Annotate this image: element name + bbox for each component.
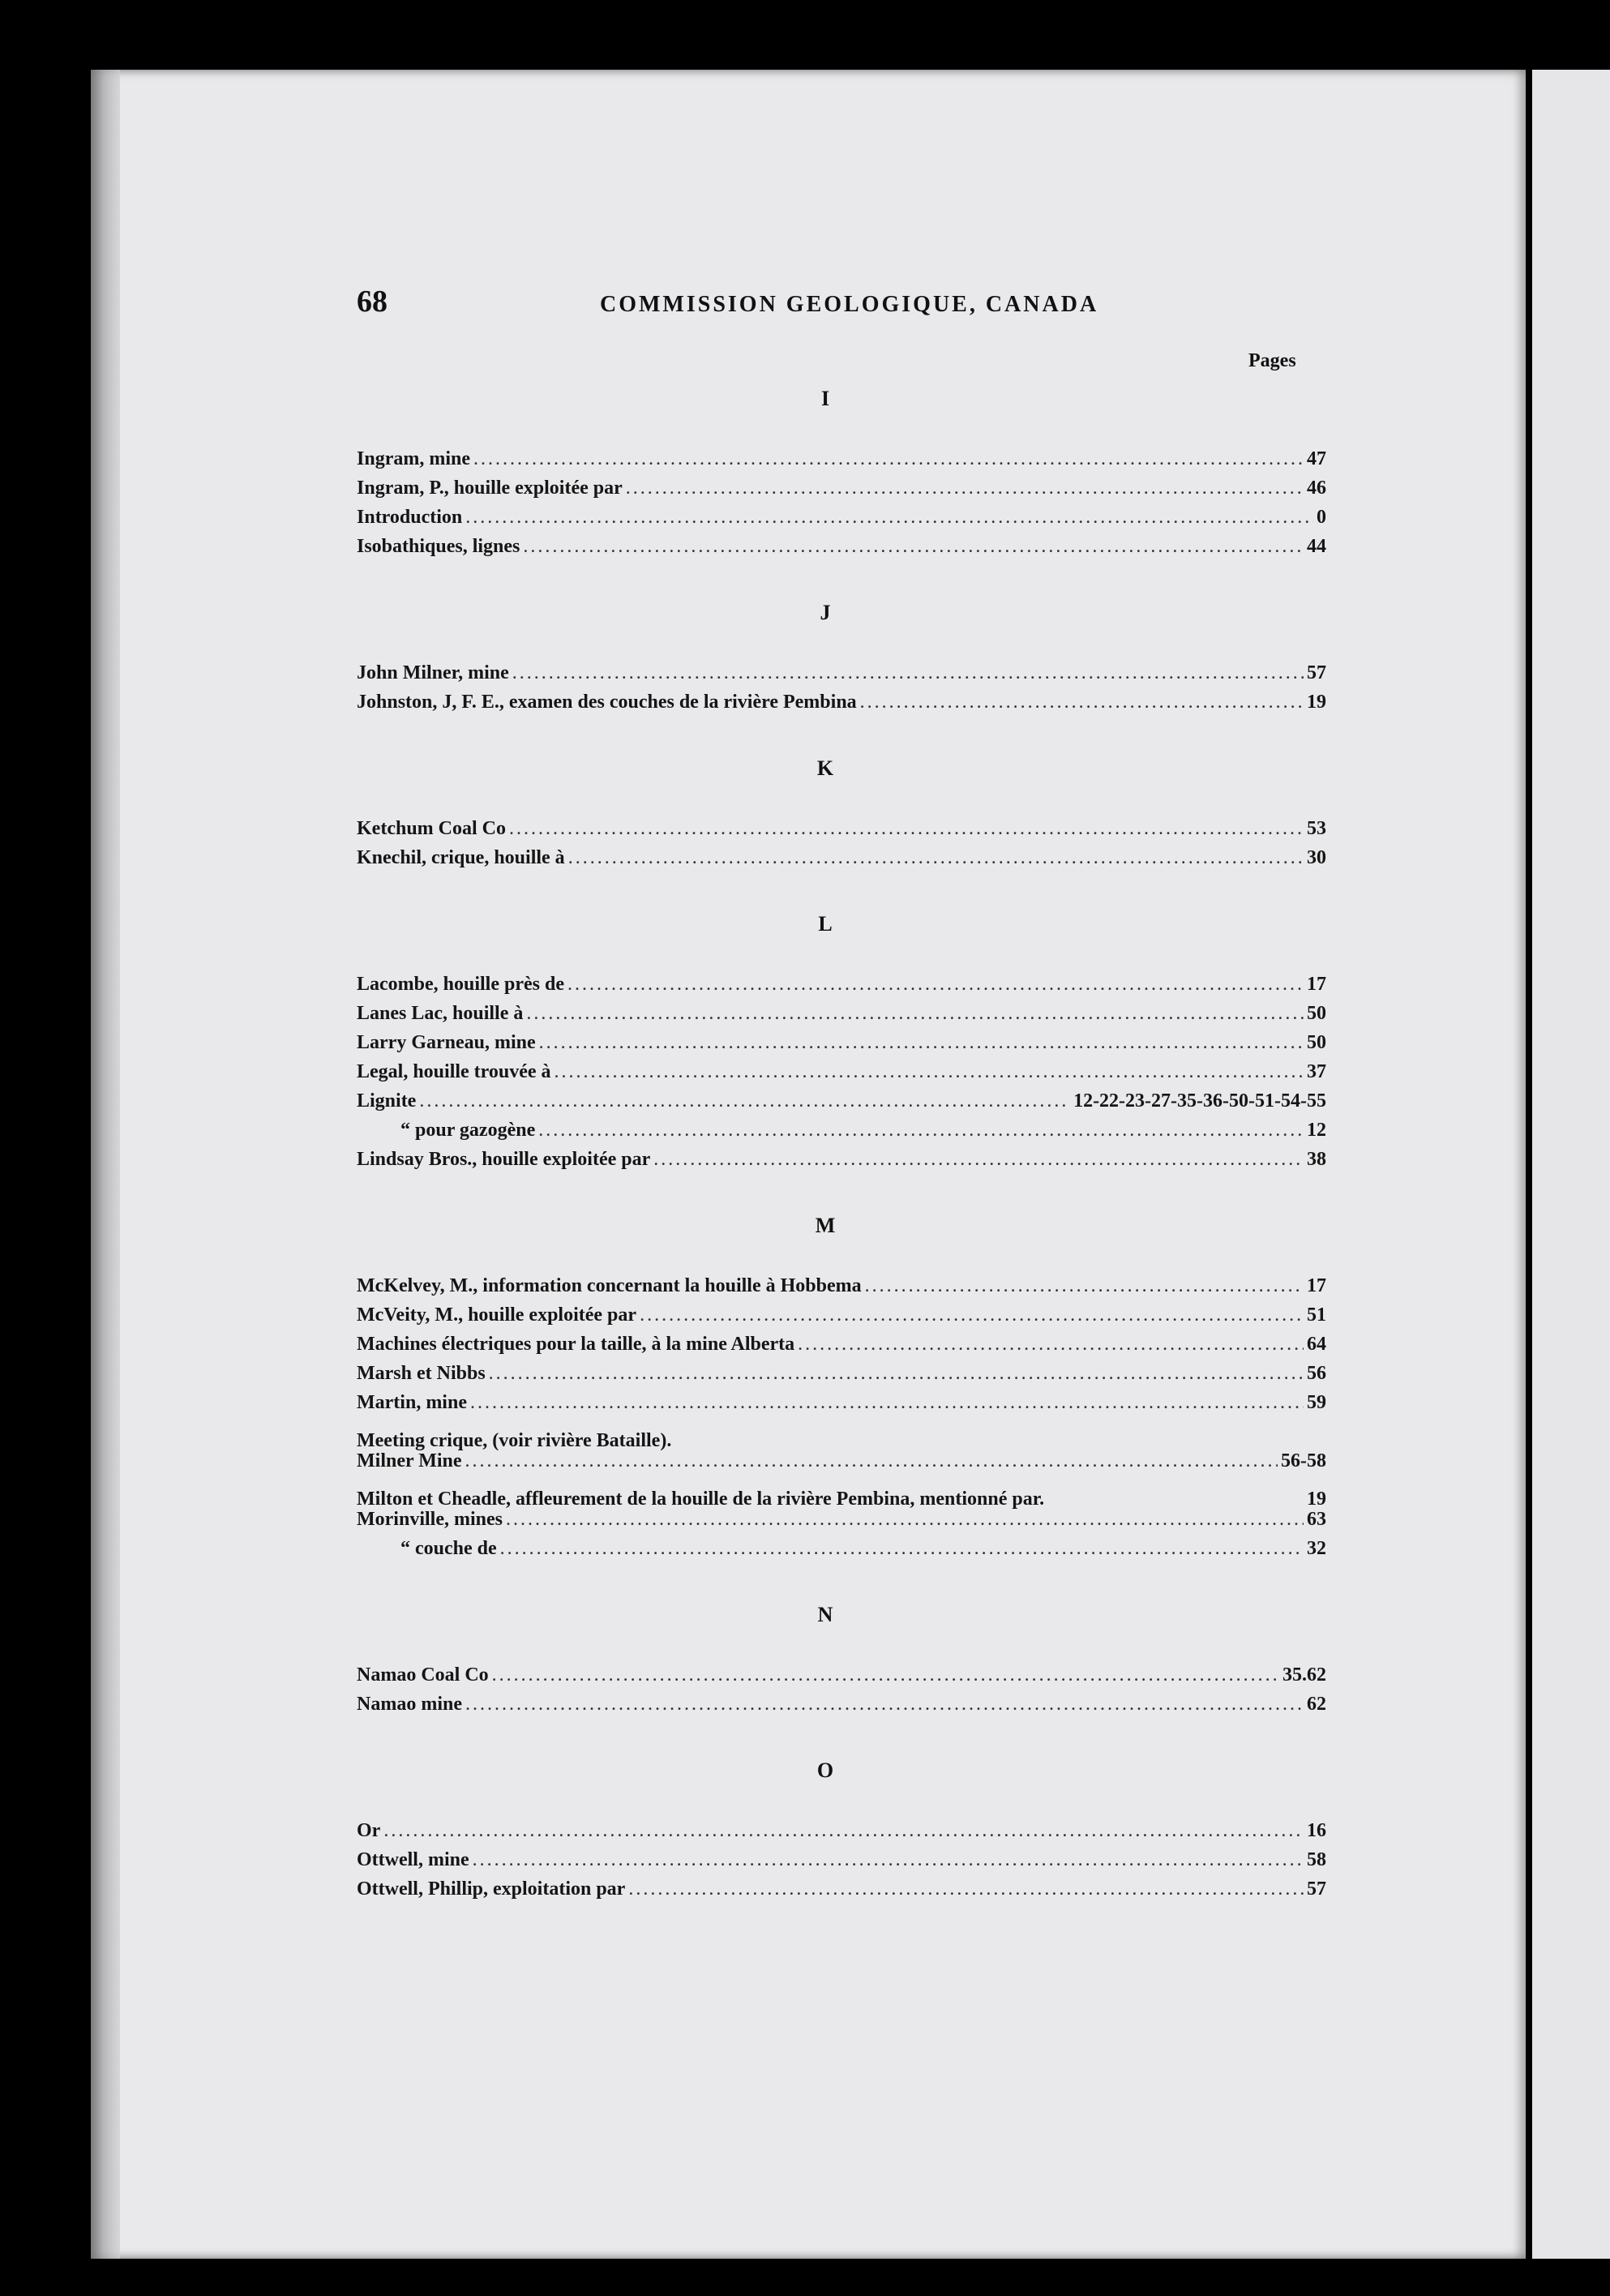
dot-leader: [1047, 1476, 1304, 1505]
index-entry: [357, 503, 1326, 532]
index-entry: [357, 1845, 1326, 1874]
index-entry: [357, 999, 1326, 1028]
entry-label: Introduction: [357, 507, 463, 528]
index-entry: [357, 1446, 1326, 1476]
entry-label: “ pour gazogène: [400, 1120, 536, 1141]
index-entry: [357, 1505, 1326, 1534]
entry-page-ref: 56-58: [1281, 1450, 1326, 1471]
index-section: [357, 906, 1326, 1174]
section-letter: J: [820, 601, 831, 624]
entry-label: John Milner, mine: [357, 662, 509, 683]
entry-page-ref: 53: [1307, 818, 1326, 839]
entry-label: Marsh et Nibbs: [357, 1363, 486, 1384]
dot-leader: [470, 1388, 1304, 1417]
page-number: 68: [357, 285, 388, 319]
entry-page-ref: 38: [1307, 1149, 1326, 1170]
index-entry: [357, 1874, 1326, 1904]
entry-label: Machines électriques pour la taille, à la mine Alberta: [357, 1334, 795, 1355]
entry-page-ref: 12: [1307, 1120, 1326, 1141]
index-entry: [357, 1388, 1326, 1417]
dot-leader: [489, 1359, 1304, 1388]
facing-page-edge: [1532, 70, 1610, 2259]
index-entry: [357, 1330, 1326, 1359]
section-letter: O: [816, 1758, 834, 1782]
dot-leader: [419, 1086, 1070, 1116]
entry-label: Morinville, mines: [357, 1509, 503, 1530]
section-letter: M: [815, 1214, 836, 1237]
index-section: [357, 381, 1326, 561]
section-letter: I: [820, 387, 830, 410]
dot-leader: [798, 1330, 1304, 1359]
index-section: [357, 751, 1326, 872]
entry-page-ref: 0: [1317, 507, 1326, 528]
entry-label: Ingram, P., houille exploitée par: [357, 478, 623, 499]
entry-label: Namao Coal Co: [357, 1664, 489, 1686]
index-entry: [357, 1028, 1326, 1057]
entry-label: Ottwell, mine: [357, 1849, 469, 1870]
index-section: [357, 1597, 1326, 1719]
entry-label: Meeting crique, (voir rivière Bataille).: [357, 1430, 672, 1451]
entry-page-ref: 12-22-23-27-35-36-50-51-54-55: [1073, 1090, 1326, 1112]
entry-label: Lignite: [357, 1090, 417, 1112]
entry-page-ref: 17: [1307, 974, 1326, 995]
page-header: [357, 284, 1321, 324]
entry-page-ref: 35.62: [1282, 1664, 1326, 1686]
dot-leader: [465, 503, 1313, 532]
index-list: [357, 381, 1326, 1904]
entry-label: Larry Garneau, mine: [357, 1032, 536, 1053]
entry-page-ref: 44: [1307, 536, 1326, 557]
entry-label: Martin, mine: [357, 1392, 467, 1413]
running-title: COMMISSION GEOLOGIQUE, CANADA: [600, 292, 1099, 317]
section-letter: N: [817, 1603, 833, 1626]
index-entry: [357, 1660, 1326, 1690]
entry-page-ref: 19: [1307, 1489, 1326, 1510]
entry-page-ref: 37: [1307, 1061, 1326, 1082]
dot-leader: [674, 1417, 1323, 1446]
section-letter: L: [818, 912, 833, 936]
dot-leader: [500, 1534, 1304, 1563]
index-entry: [357, 532, 1326, 561]
dot-leader: [465, 1446, 1278, 1476]
index-entry: [357, 1271, 1326, 1300]
index-entry: [357, 1476, 1326, 1510]
entry-label: McKelvey, M., information concernant la houille à Hobbema: [357, 1275, 862, 1296]
index-entry: [357, 1057, 1326, 1086]
entry-page-ref: 19: [1307, 692, 1326, 713]
page-gutter-shadow: [91, 70, 120, 2259]
section-letter: K: [816, 756, 834, 780]
index-entry: [357, 814, 1326, 843]
dot-leader: [383, 1816, 1304, 1845]
index-entry: [357, 1116, 1326, 1145]
dot-leader: [473, 444, 1304, 473]
entry-page-ref: 63: [1307, 1509, 1326, 1530]
index-entry: [357, 1816, 1326, 1845]
entry-label: McVeity, M., houille exploitée par: [357, 1304, 637, 1326]
dot-leader: [568, 843, 1304, 872]
entry-label: Ottwell, Phillip, exploitation par: [357, 1878, 626, 1900]
entry-label: Knechil, crique, houille à: [357, 847, 565, 868]
entry-label: Milton et Cheadle, affleurement de la houille de la rivière Pembina, mentionné par.: [357, 1489, 1045, 1510]
dot-leader: [473, 1845, 1304, 1874]
entry-label: Ketchum Coal Co: [357, 818, 506, 839]
entry-label: Lanes Lac, houille à: [357, 1003, 524, 1024]
index-entry: [357, 473, 1326, 503]
dot-leader: [865, 1271, 1304, 1300]
entry-page-ref: 64: [1307, 1334, 1326, 1355]
entry-page-ref: 50: [1307, 1003, 1326, 1024]
dot-leader: [512, 658, 1304, 688]
dot-leader: [555, 1057, 1304, 1086]
pages-column-label: Pages: [1248, 350, 1296, 371]
dot-leader: [526, 999, 1304, 1028]
dot-leader: [628, 1874, 1304, 1904]
entry-page-ref: 16: [1307, 1820, 1326, 1841]
entry-page-ref: 50: [1307, 1032, 1326, 1053]
entry-label: Lindsay Bros., houille exploitée par: [357, 1149, 651, 1170]
dot-leader: [538, 1116, 1304, 1145]
entry-page-ref: 58: [1307, 1849, 1326, 1870]
index-entry: [357, 1300, 1326, 1330]
entry-page-ref: 17: [1307, 1275, 1326, 1296]
entry-label: Legal, houille trouvée à: [357, 1061, 551, 1082]
dot-leader: [539, 1028, 1304, 1057]
entry-label: Namao mine: [357, 1694, 462, 1715]
entry-label: Isobathiques, lignes: [357, 536, 520, 557]
index-section: [357, 1753, 1326, 1904]
index-entry: [357, 1145, 1326, 1174]
dot-leader: [640, 1300, 1304, 1330]
index-entry: [357, 1417, 1326, 1451]
index-entry: [357, 658, 1326, 688]
entry-label: “ couche de: [400, 1538, 497, 1559]
index-entry: [357, 1086, 1326, 1116]
index-entry: [357, 688, 1326, 717]
entry-label: Johnston, J, F. E., examen des couches de la rivière Pembina: [357, 692, 857, 713]
index-entry: [357, 970, 1326, 999]
dot-leader: [567, 970, 1304, 999]
entry-page-ref: 46: [1307, 478, 1326, 499]
dot-leader: [506, 1505, 1304, 1534]
entry-label: Milner Mine: [357, 1450, 462, 1471]
entry-page-ref: 32: [1307, 1538, 1326, 1559]
dot-leader: [653, 1145, 1304, 1174]
entry-page-ref: 56: [1307, 1363, 1326, 1384]
dot-leader: [509, 814, 1304, 843]
entry-page-ref: 51: [1307, 1304, 1326, 1326]
index-entry: [357, 444, 1326, 473]
dot-leader: [465, 1690, 1304, 1719]
dot-leader: [492, 1660, 1279, 1690]
entry-page-ref: 59: [1307, 1392, 1326, 1413]
dot-leader: [523, 532, 1304, 561]
entry-label: Or: [357, 1820, 381, 1841]
index-section: [357, 1208, 1326, 1563]
dot-leader: [626, 473, 1304, 503]
dot-leader: [860, 688, 1304, 717]
entry-page-ref: 57: [1307, 662, 1326, 683]
index-entry: [357, 1359, 1326, 1388]
entry-page-ref: 57: [1307, 1878, 1326, 1900]
index-entry: [357, 1534, 1326, 1563]
entry-label: Ingram, mine: [357, 448, 470, 469]
index-entry: [357, 843, 1326, 872]
entry-page-ref: 62: [1307, 1694, 1326, 1715]
entry-label: Lacombe, houille près de: [357, 974, 564, 995]
entry-page-ref: 47: [1307, 448, 1326, 469]
index-section: [357, 595, 1326, 717]
index-entry: [357, 1690, 1326, 1719]
entry-page-ref: 30: [1307, 847, 1326, 868]
